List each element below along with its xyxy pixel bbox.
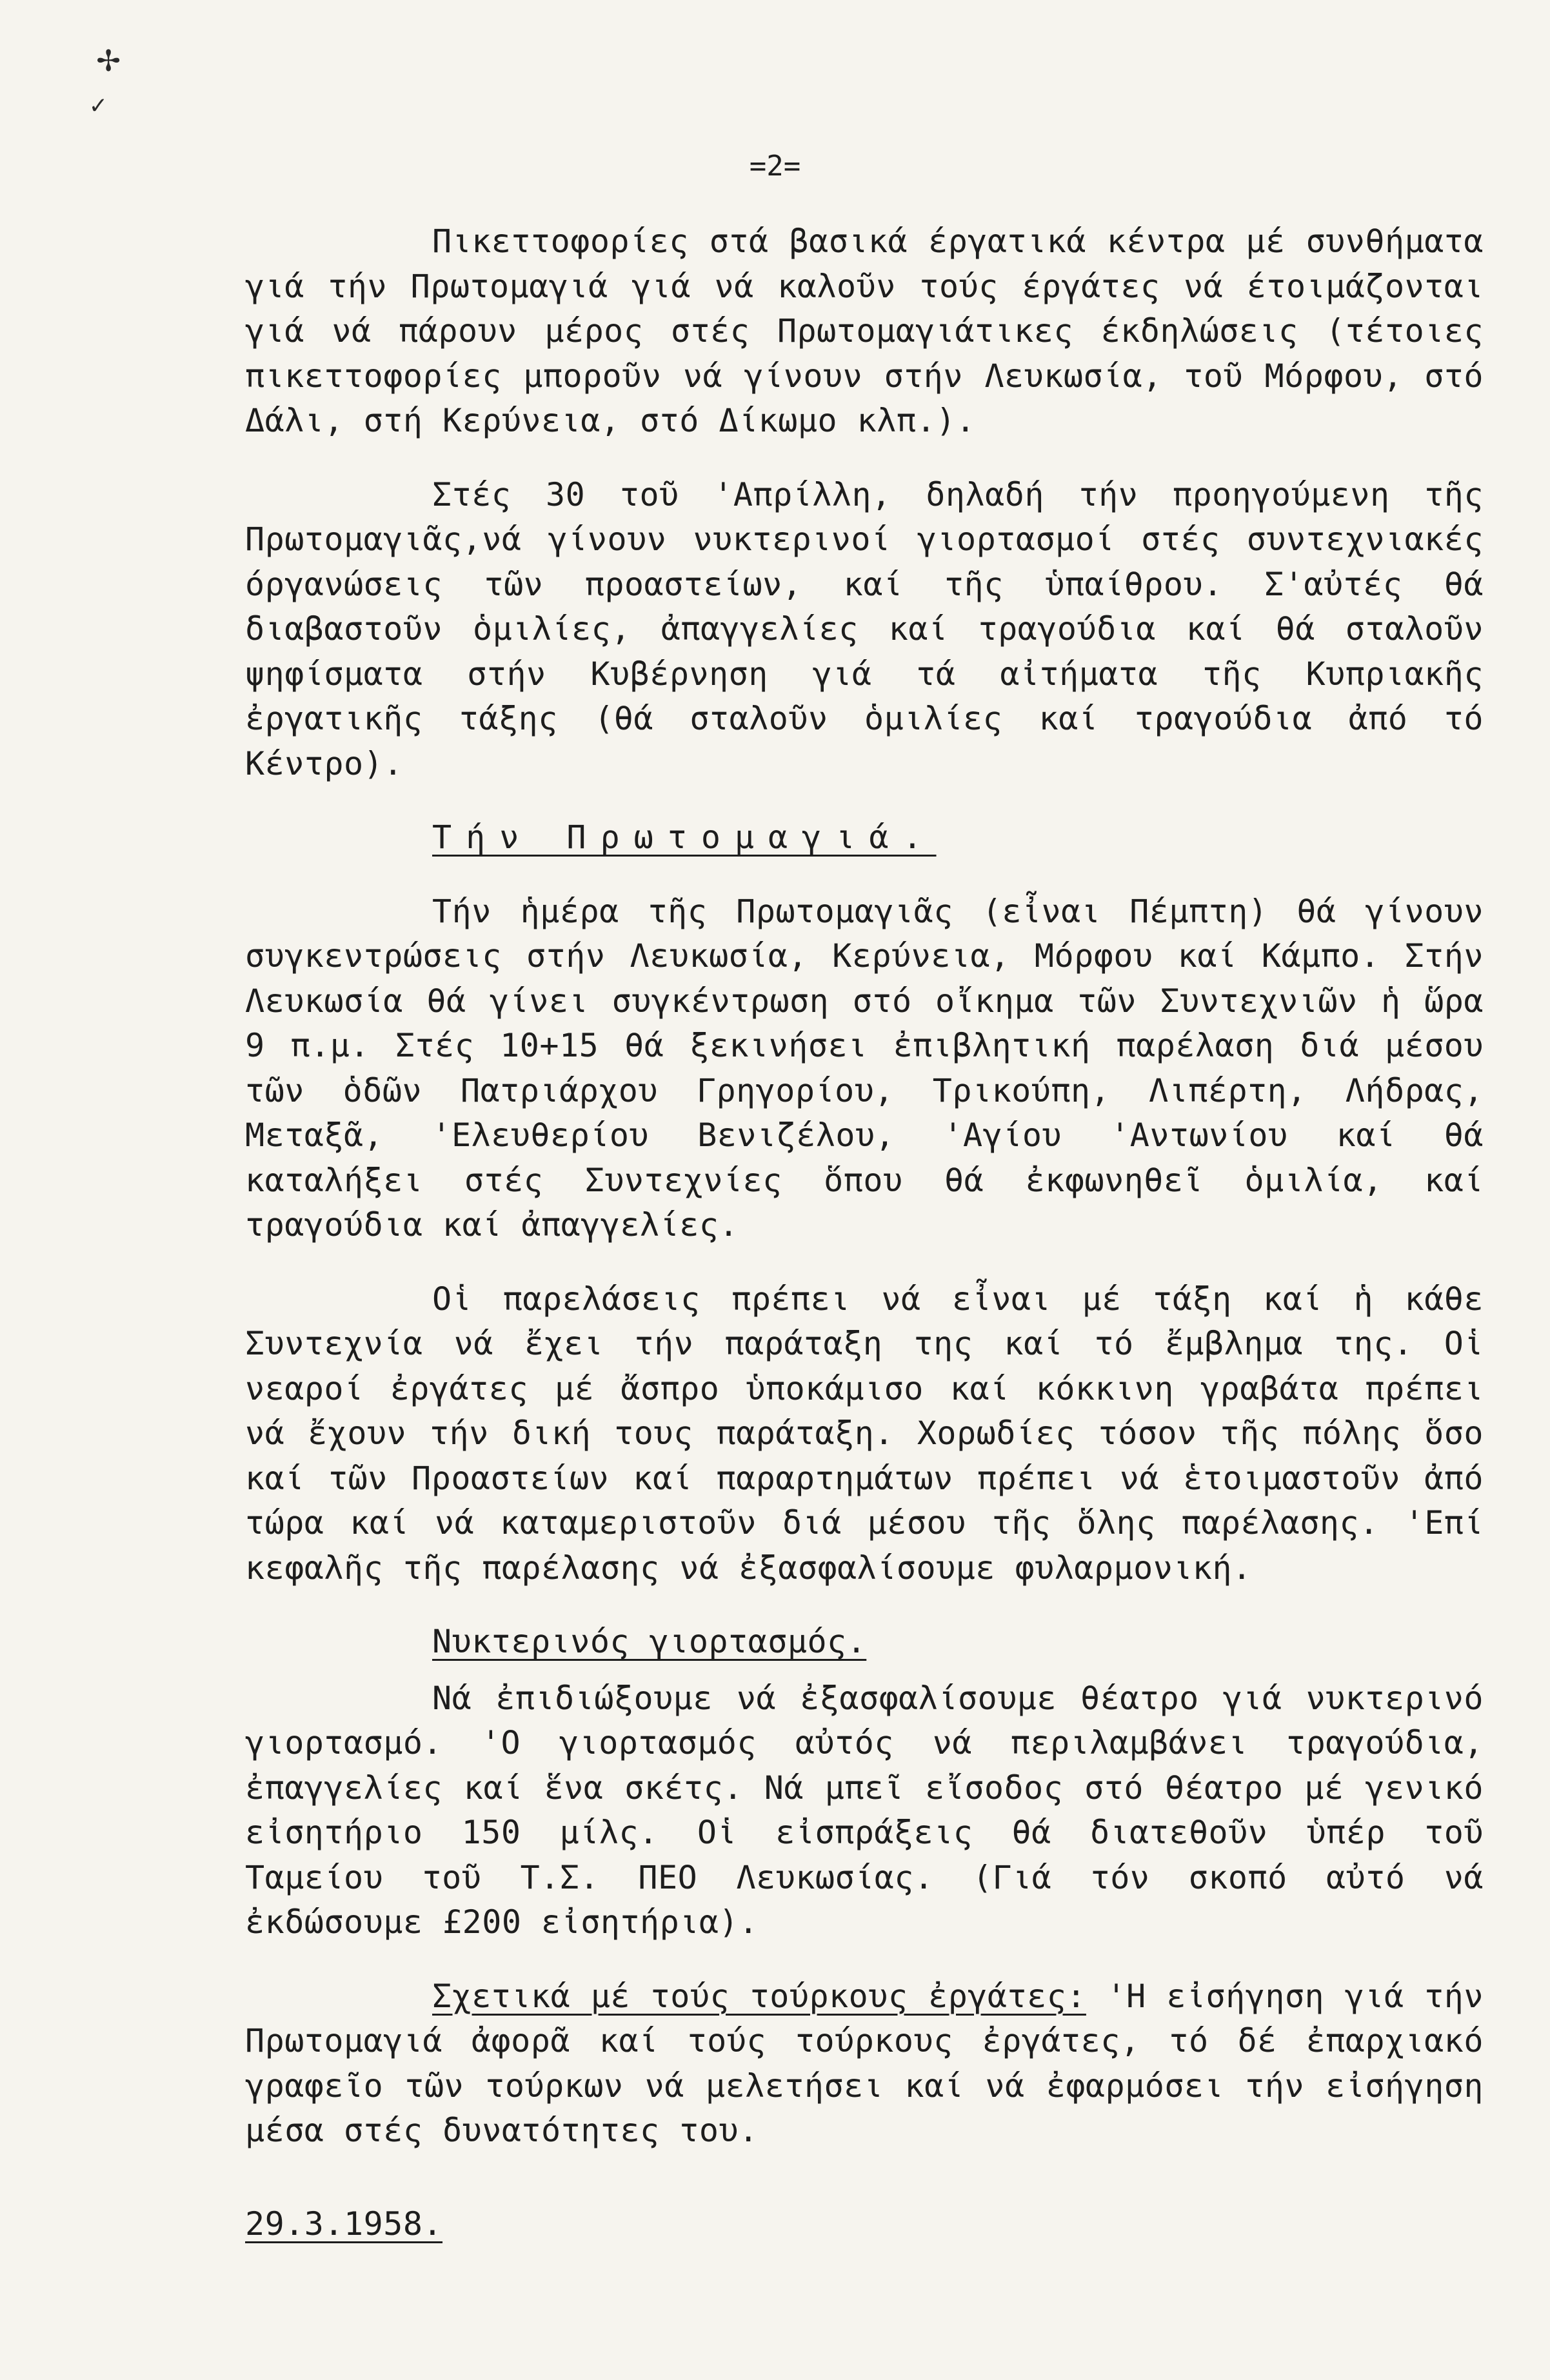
document-body <box>245 219 1484 2246</box>
section-heading-night-celebration: Νυκτερινός γιορτασμός. <box>432 1623 867 1660</box>
document-date: 29.3.1958. <box>245 2205 443 2243</box>
page-number: =2= <box>749 150 801 183</box>
ink-mark: ✓ <box>90 90 106 120</box>
section-heading-may-day: Τήν Πρωτομαγιά. <box>432 818 937 856</box>
paragraph-may-day-rallies: Τήν ἡμέρα τῆς Πρωτομαγιᾶς (εἶναι Πέμπτη) θά γίνουν συγκεντρώσεις στήν Λευκωσία, Κερύνεια, Μόρφου καί Κάμπο. Στήν Λευκωσία θά γίνει συγκέντρωση στό οἴκημα τῶν Συντεχνιῶν ἡ ὥρα 9 π.μ. Στές 10+15 θά ξεκινήσει ἐπιβλητική παρέλαση διά μέσου τῶν ὁδῶν Πατριάρχου Γρηγορίου, Τρικούπη, Λιπέρτη, Λήδρας, Μεταξᾶ, 'Ελευθερίου Βενιζέλου, 'Αγίου 'Αντωνίου καί θά καταλήξει στές Συντεχνίες ὅπου θά ἐκφωνηθεῖ ὁμιλία, καί τραγούδια καί ἀπαγγελίες. <box>245 892 1484 1244</box>
paragraph-turkish-workers <box>245 1974 1484 2154</box>
section-heading-turkish-workers: Σχετικά μέ τούς τούρκους ἐργάτες: <box>432 1977 1086 2015</box>
paragraph-picketing: Πικεττοφορίες στά βασικά έργατικά κέντρα μέ συνθήματα γιά τήν Πρωτομαγιά γιά νά καλοῦν τούς έργάτες νά έτοιμάζονται γιά νά πάρουν μέρος στές Πρωτομαγιάτικες έκδηλώσεις (τέτοιες πικεττοφορίες μποροῦν νά γίνουν στήν Λευκωσία, τοῦ Μόρφου, στό Δάλι, στή Κερύνεια, στό Δίκωμο κλπ.). <box>245 223 1484 439</box>
paragraph-night-celebration: Νά ἐπιδιώξουμε νά ἐξασφαλίσουμε θέατρο γιά νυκτερινό γιορτασμό. 'Ο γιορτασμός αὐτός νά περιλαμβάνει τραγούδια, ἐπαγγελίες καί ἕνα σκέτς. Νά μπεῖ εἴσοδος στό θέατρο μέ γενικό εἰσητήριο 150 μίλς. Οἱ εἰσπράξεις θά διατεθοῦν ὑπέρ τοῦ Ταμείου τοῦ Τ.Σ. ΠΕΟ Λευκωσίας. (Γιά τόν σκοπό αὐτό νά ἐκδώσουμε £200 εἰσητήρια). <box>245 1679 1484 1941</box>
ink-blot: ✢ <box>97 35 121 81</box>
paragraph-parades: Οἱ παρελάσεις πρέπει νά εἶναι μέ τάξη καί ἡ κάθε Συντεχνία νά ἔχει τήν παράταξη της καί τό ἔμβλημα της. Οἱ νεαροί ἐργάτες μέ ἄσπρο ὑποκάμισο καί κόκκινη γραβάτα πρέπει νά ἔχουν τήν δική τους παράταξη. Χορωδίες τόσον τῆς πόλης ὅσο καί τῶν Προαστείων καί παραρτημάτων πρέπει νά ἑτοιμαστοῦν ἀπό τώρα καί νά καταμεριστοῦν διά μέσου τῆς ὅλης παρέλασης. 'Επί κεφαλῆς τῆς παρέλασης νά ἐξασφαλίσουμε φυλαρμονική. <box>245 1280 1484 1587</box>
turkish-workers-text: 'Η εἰσήγηση γιά τήν Πρωτομαγιά ἀφορᾶ καί τούς τούρκους ἐργάτες, τό δέ ἐπαρχιακό γραφεῖο τῶν τούρκων νά μελετήσει καί νά ἐφαρμόσει τήν εἰσήγηση μέσα στές δυνατότητες του. <box>245 1977 1484 2149</box>
paragraph-april-30: Στές 30 τοῦ 'Απρίλλη, δηλαδή τήν προηγούμενη τῆς Πρωτομαγιᾶς,νά γίνουν νυκτερινοί γιορτασμοί στές συντεχνιακές όργανώσεις τῶν προαστείων, καί τῆς ὑπαίθρου. Σ'αὐτές θά διαβαστοῦν ὁμιλίες, ἀπαγγελίες καί τραγούδια καί θά σταλοῦν ψηφίσματα στήν Κυβέρνηση γιά τά αἰτήματα τῆς Κυπριακῆς ἐργατικῆς τάξης (θά σταλοῦν ὁμιλίες καί τραγούδια ἀπό τό Κέντρο). <box>245 475 1484 782</box>
